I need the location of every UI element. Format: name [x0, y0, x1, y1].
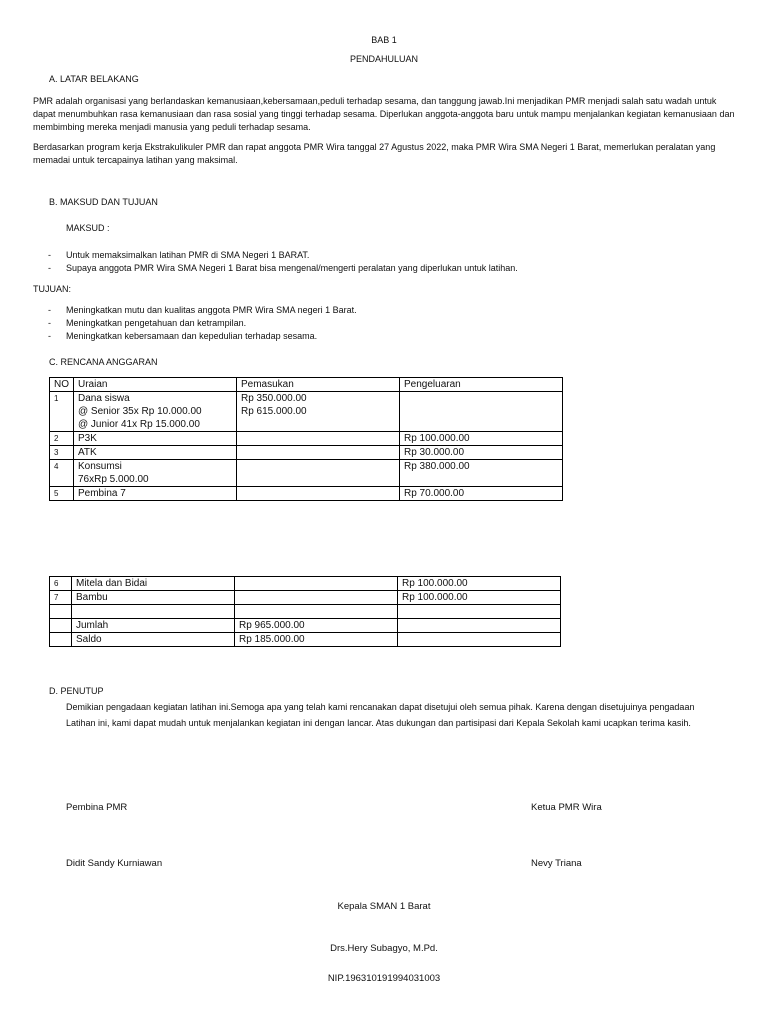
- cell-pengeluaran: [400, 460, 563, 487]
- budget-table-1: [49, 377, 563, 501]
- table-row: [50, 605, 561, 619]
- cell-pengeluaran-line: Rp 100.000.00: [404, 433, 470, 444]
- cell-uraian: [72, 633, 235, 647]
- cell-pengeluaran: [398, 633, 561, 647]
- cell-pengeluaran-line: Rp 100.000.00: [402, 592, 468, 603]
- cell-pemasukan: [235, 577, 398, 591]
- cell-pemasukan-line: Rp 965.000.00: [239, 620, 305, 631]
- cell-uraian-line: Bambu: [76, 592, 108, 603]
- cell-pengeluaran: [400, 446, 563, 460]
- signature-head-nip: NIP.196310191994031003: [327, 973, 441, 984]
- cell-pemasukan: [235, 633, 398, 647]
- signature-head-title: Kepala SMAN 1 Barat: [337, 901, 431, 912]
- cell-pemasukan-line: Rp 185.000.00: [239, 634, 305, 645]
- cell-uraian-line: 76xRp 5.000.00: [78, 474, 149, 485]
- cell-pemasukan-line: Rp 615.000.00: [241, 406, 307, 417]
- cell-pengeluaran: [398, 605, 561, 619]
- table-row: [50, 460, 563, 487]
- signature-right-name: Nevy Triana: [531, 858, 582, 869]
- cell-uraian-line: Konsumsi: [78, 461, 122, 472]
- cell-no: [50, 605, 72, 619]
- cell-pemasukan: [235, 591, 398, 605]
- section-c-heading: C. RENCANA ANGGARAN: [49, 357, 158, 367]
- cell-pemasukan: [237, 432, 400, 446]
- table-row: [50, 591, 561, 605]
- cell-uraian: [74, 446, 237, 460]
- table-header-row: [50, 378, 563, 392]
- section-a-paragraph-1: PMR adalah organisasi yang berlandaskan kemanusiaan,kebersamaan,peduli terhadap sesama, dan tanggung jawab.Ini menjadikan PMR menjadi salah satu wadah untuk dapat menumbuhkan rasa kemanusiaan dan rasa sosial yang tinggi terhadap sesama. Diperlukan anggota-anggota baru untuk mampu menjalankan kegiatan kemanusiaan dan membimbing mereka menjadi manusia yang peduli terhadap sesama.: [33, 96, 735, 132]
- cell-pengeluaran-line: Rp 380.000.00: [404, 461, 470, 472]
- cell-no: 2: [50, 432, 74, 446]
- table-row: [50, 432, 563, 446]
- cell-pengeluaran: [398, 619, 561, 633]
- cell-uraian: [72, 619, 235, 633]
- signature-left-name: Didit Sandy Kurniawan: [66, 858, 163, 869]
- cell-pemasukan: [237, 487, 400, 501]
- cell-uraian-line: Pembina 7: [78, 488, 126, 499]
- table-row: [50, 619, 561, 633]
- tujuan-label: TUJUAN:: [33, 284, 71, 294]
- maksud-label: MAKSUD :: [66, 223, 110, 233]
- cell-pemasukan-line: Rp 350.000.00: [241, 393, 307, 404]
- chapter-label: BAB 1: [371, 35, 397, 45]
- tujuan-item: - Meningkatkan pengetahuan dan ketrampilan.: [48, 318, 247, 328]
- cell-uraian: [72, 591, 235, 605]
- cell-pengeluaran-line: Rp 100.000.00: [402, 578, 468, 589]
- cell-pengeluaran: [398, 591, 561, 605]
- header-uraian: Uraian: [74, 378, 237, 392]
- cell-uraian-line: @ Junior 41x Rp 15.000.00: [78, 419, 200, 430]
- tujuan-item: - Meningkatkan mutu dan kualitas anggota PMR Wira SMA negeri 1 Barat.: [48, 305, 357, 315]
- cell-pengeluaran: [398, 577, 561, 591]
- cell-uraian: [74, 460, 237, 487]
- cell-pengeluaran: [400, 487, 563, 501]
- cell-pengeluaran: [400, 432, 563, 446]
- cell-uraian: [74, 487, 237, 501]
- tujuan-item: - Meningkatkan kebersamaan dan kepedulian terhadap sesama.: [48, 331, 318, 341]
- budget-table-2: [49, 576, 561, 647]
- table-row: [50, 487, 563, 501]
- cell-no: [50, 619, 72, 633]
- table-row: [50, 446, 563, 460]
- cell-no: 4: [50, 460, 74, 487]
- cell-pemasukan: [235, 605, 398, 619]
- cell-uraian-line: Dana siswa: [78, 393, 130, 404]
- cell-no: 1: [50, 392, 74, 432]
- cell-pengeluaran: [400, 392, 563, 432]
- section-b-heading: B. MAKSUD DAN TUJUAN: [49, 197, 158, 207]
- maksud-item: - Supaya anggota PMR Wira SMA Negeri 1 Barat bisa mengenal/mengerti peralatan yang diperlukan untuk latihan.: [48, 263, 518, 273]
- cell-uraian-line: Jumlah: [76, 620, 109, 631]
- cell-uraian-line: P3K: [78, 433, 97, 444]
- cell-uraian: [74, 432, 237, 446]
- cell-no: 6: [50, 577, 72, 591]
- maksud-item: - Untuk memaksimalkan latihan PMR di SMA Negeri 1 BARAT.: [48, 250, 310, 260]
- cell-no: 7: [50, 591, 72, 605]
- section-a-heading: A. LATAR BELAKANG: [49, 74, 139, 84]
- cell-uraian-line: Mitela dan Bidai: [76, 578, 148, 589]
- cell-no: 3: [50, 446, 74, 460]
- header-pengeluaran: Pengeluaran: [400, 378, 563, 392]
- cell-no: [50, 633, 72, 647]
- section-a-paragraph-2: Berdasarkan program kerja Ekstrakulikuler PMR dan rapat anggota PMR Wira tanggal 27 Agustus 2022, maka PMR Wira SMA Negeri 1 Barat, memerlukan peralatan yang memadai untuk tercapainya latihan yang maksimal.: [33, 142, 716, 165]
- table-row: [50, 392, 563, 432]
- signature-head-name: Drs.Hery Subagyo, M.Pd.: [330, 943, 438, 954]
- cell-pemasukan: [237, 460, 400, 487]
- cell-uraian: [74, 392, 237, 432]
- cell-pengeluaran-line: Rp 70.000.00: [404, 488, 465, 499]
- header-no: NO: [50, 378, 74, 392]
- cell-pemasukan: [237, 392, 400, 432]
- table-row: [50, 577, 561, 591]
- chapter-title: PENDAHULUAN: [349, 54, 418, 64]
- cell-uraian-line: @ Senior 35x Rp 10.000.00: [78, 406, 202, 417]
- signature-left-title: Pembina PMR: [66, 802, 128, 813]
- header-pemasukan: Pemasukan: [237, 378, 400, 392]
- cell-pemasukan: [237, 446, 400, 460]
- cell-uraian-line: ATK: [78, 447, 97, 458]
- cell-pemasukan: [235, 619, 398, 633]
- cell-uraian-line: Saldo: [76, 634, 102, 645]
- table-row: [50, 633, 561, 647]
- signature-right-title: Ketua PMR Wira: [531, 802, 602, 813]
- cell-uraian: [72, 605, 235, 619]
- section-d-heading: D. PENUTUP: [49, 686, 104, 696]
- cell-uraian: [72, 577, 235, 591]
- section-d-paragraph: Demikian pengadaan kegiatan latihan ini.Semoga apa yang telah kami rencanakan dapat disetujui oleh semua pihak. Karena dengan disetujuinya pengadaan Latihan ini, kami dapat mudah untuk menjalankan kegiatan ini dengan lancar. Atas dukungan dan partisipasi dari Kepala Sekolah kami ucapkan terima kasih.: [66, 702, 695, 728]
- cell-pengeluaran-line: Rp 30.000.00: [404, 447, 465, 458]
- cell-no: 5: [50, 487, 74, 501]
